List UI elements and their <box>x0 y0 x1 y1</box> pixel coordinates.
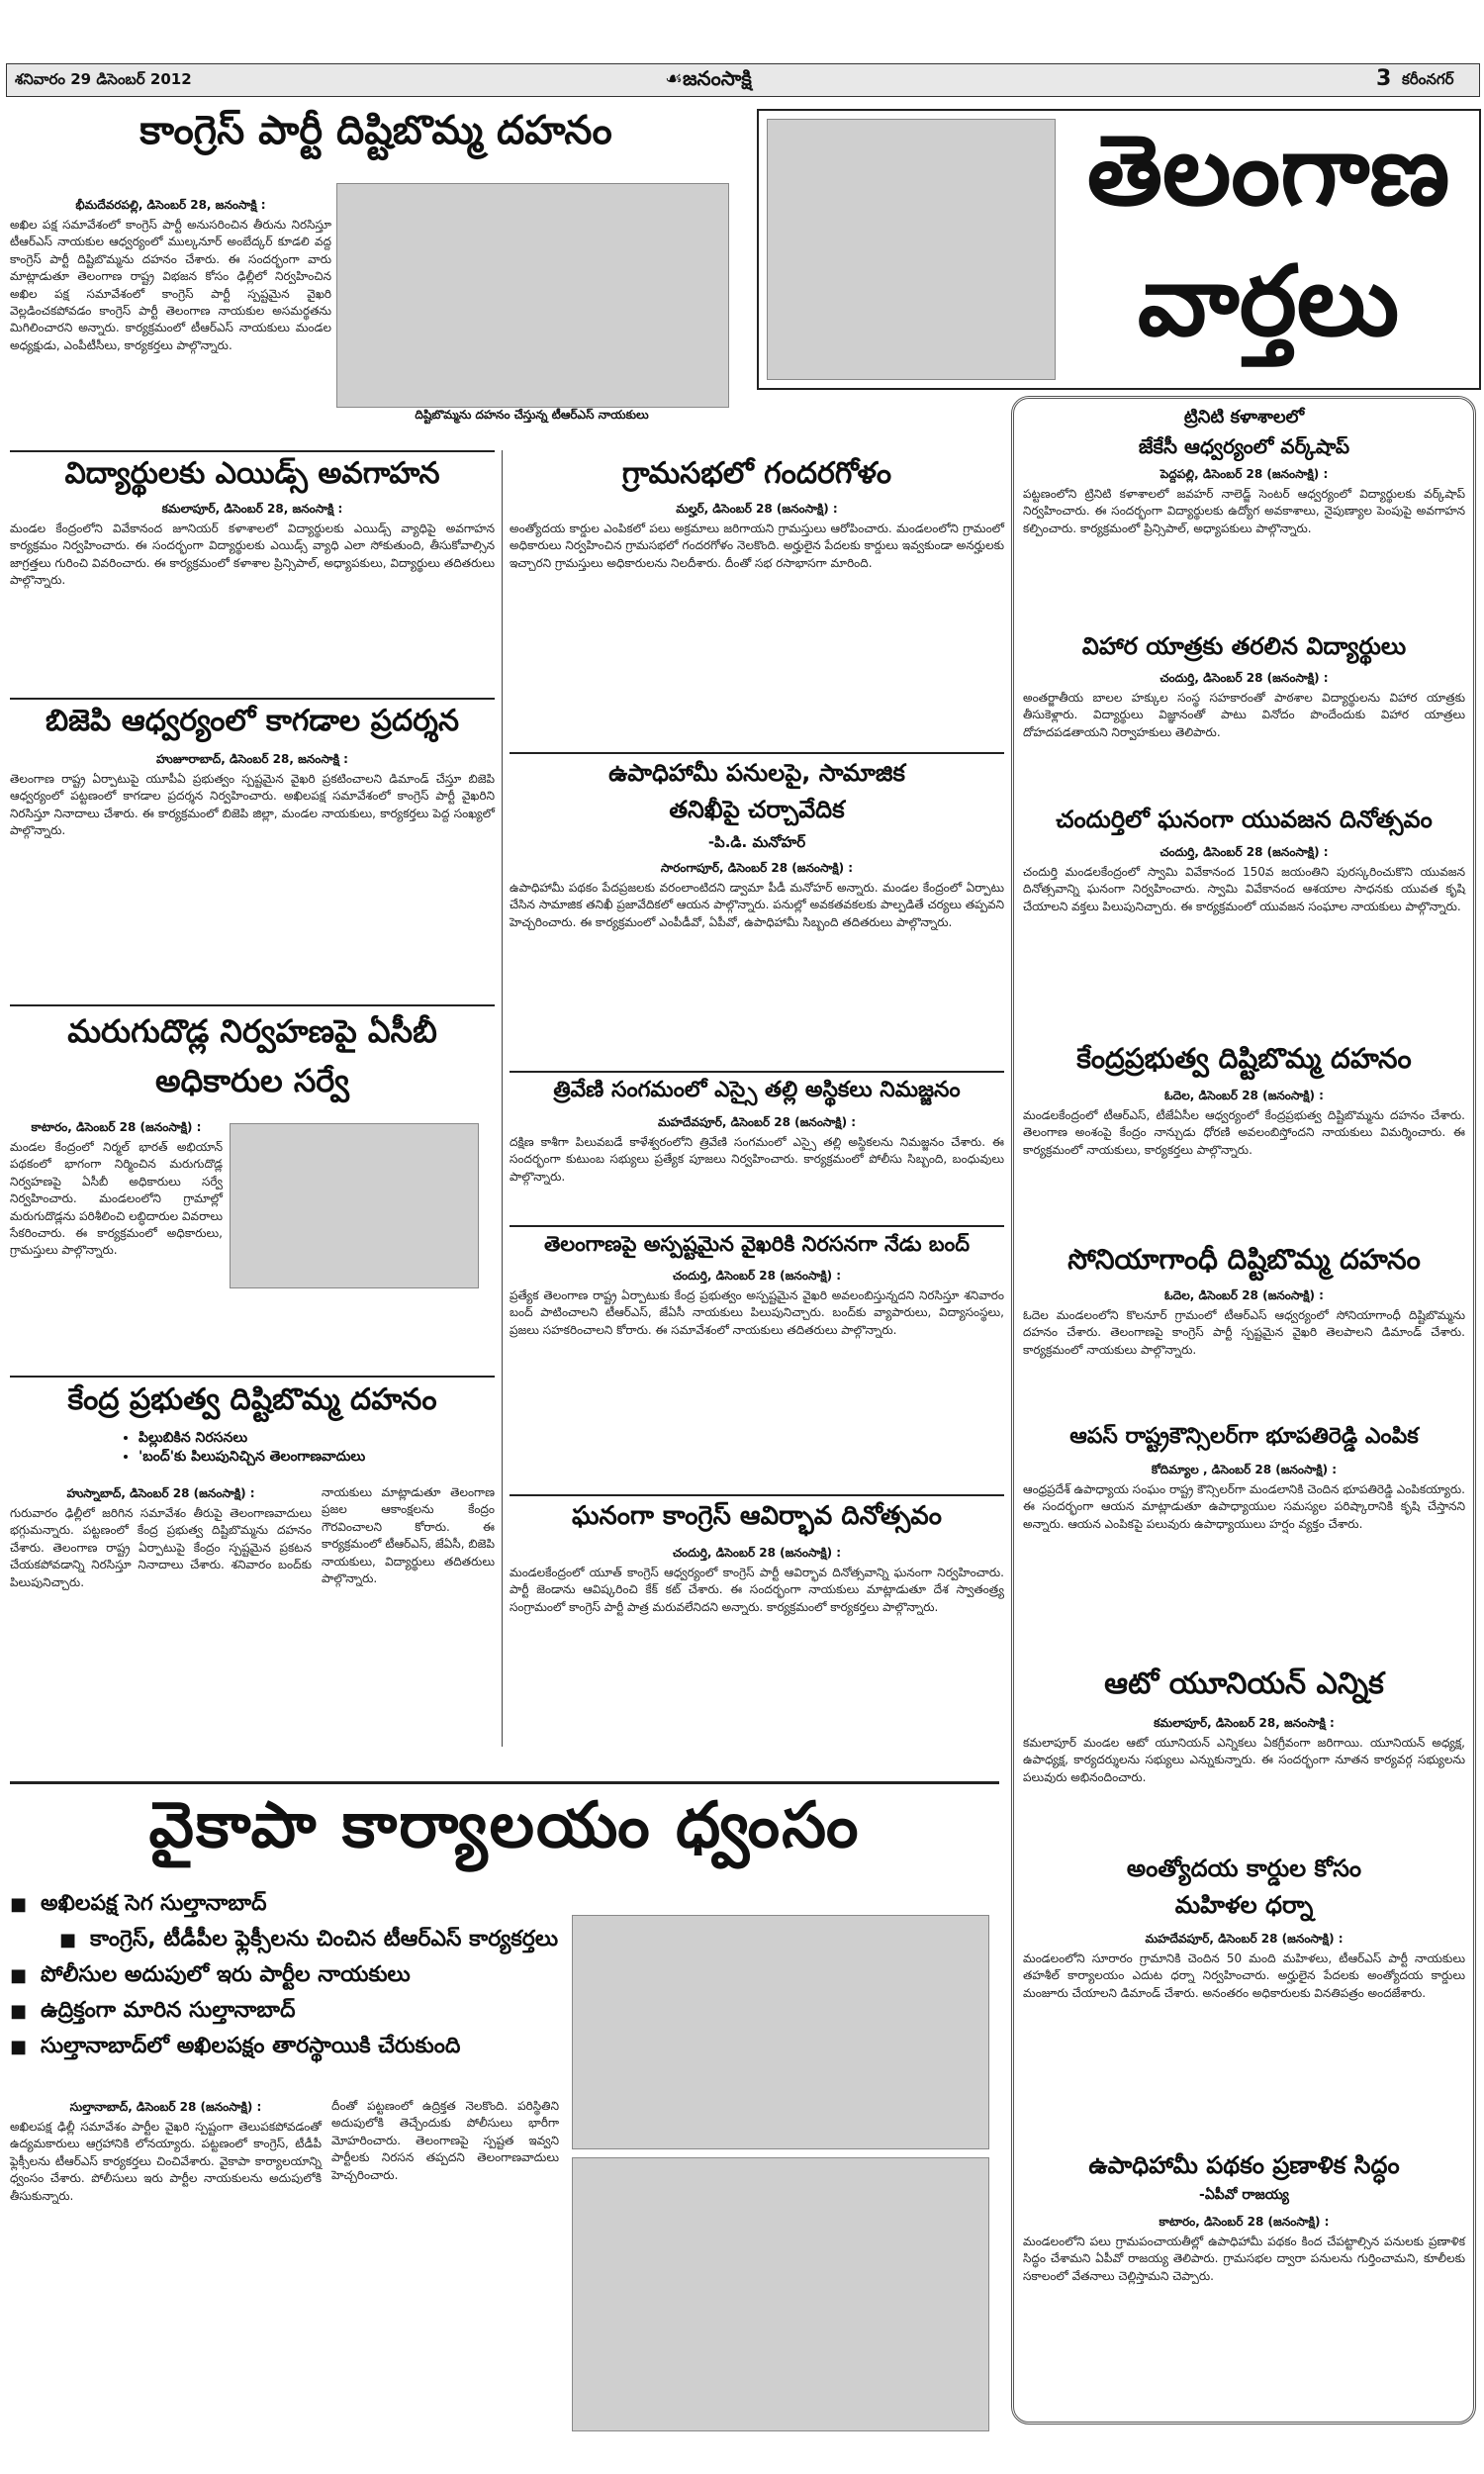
article-ysrcp-office <box>10 2098 322 2205</box>
headline-congress-effigy: కాంగ్రెస్ పార్టీ దిష్టిబొమ్మ దహనం <box>139 108 612 153</box>
banner-fort-photo <box>767 119 1056 380</box>
headline-gramasabha-chaos: గ్రామసభలో గందరగోళం <box>621 456 892 491</box>
subhead-list <box>139 1430 485 1468</box>
newspaper-logo <box>665 66 752 95</box>
article-body: పట్టణంలోని ట్రినిటి కళాశాలలో జవహర్ నాలెడ్జ్ సెంటర్ ఆధ్వర్యంలో విద్యార్థులకు వర్క్‌షాప్ నిర్వహించారు. ఈ సందర్భంగా విద్యార్థులకు ఉద్యోగ అవకాశాలు, నైపుణ్యాల పెంపుపై అవగాహన కల్పించారు. కార్యక్రమంలో ప్రిన్సిపాల్, అధ్యాపకులు పాల్గొన్నారు. <box>1023 487 1465 535</box>
edition-name: కరీంనగర్ <box>1402 70 1454 88</box>
divider <box>10 1781 999 1784</box>
dateline: చందుర్తి, డిసెంబర్ 28 (జనంసాక్షి) : <box>1159 671 1329 685</box>
headline-congress-foundation-day: ఘనంగా కాంగ్రెస్ ఆవిర్భావ దినోత్సవం <box>572 1501 942 1531</box>
article-body: ఓదెల మండలంలోని కొలనూర్ గ్రామంలో టీఆర్ఎస్ ఆధ్వర్యంలో సోనియాగాంధీ దిష్టిబొమ్మను దహనం చేశారు. తెలంగాణపై కాంగ్రెస్ పార్టీ స్పష్టమైన వైఖరి తెలపాలని డిమాండ్ చేశారు. కార్యక్రమంలో నాయకులు పాల్గొన్నారు. <box>1023 1308 1465 1357</box>
dateline: ఓదెల, డిసెంబర్ 28 (జనంసాక్షి) : <box>1164 1288 1324 1302</box>
article-body: ఉపాధిహామీ పథకం పేదప్రజలకు వరంలాంటిదని డ్వామా పీడీ మనోహర్ అన్నారు. మండల కేంద్రంలో ఏర్పాటు చేసిన సామాజిక తనిఖీ ప్రజావేదికలో ఆయన పాల్గొన్నారు. పనుల్లో అవకతవకలకు పాల్పడితే చర్యలు తప్పవని హెచ్చరించారు. ఈ కార్యక్రమంలో ఎంపీడీవో, ఏపీవో, ఉపాధిహామీ సిబ్బంది తదితరులు పాల్గొన్నారు. <box>510 881 1004 929</box>
article-body: మండలంలోని పలు గ్రామపంచాయతీల్లో ఉపాధిహామీ పథకం కింద చేపట్టాల్సిన పనులకు ప్రణాళిక సిద్ధం చేశామని ఏపీవో రాజయ్య తెలిపారు. గ్రామసభల ద్వారా పనులను గుర్తించామని, కూలీలకు సకాలంలో వేతనాలు చెల్లిస్తామని చెప్పారు. <box>1023 2235 1465 2283</box>
article-body: అఖిల పక్ష సమావేశంలో కాంగ్రెస్ పార్టీ అనుసరించిన తీరును నిరసిస్తూ టీఆర్ఎస్ నాయకుల ఆధ్వర్యంలో ముల్కనూర్ అంబేద్కర్ కూడలి వద్ద కాంగ్రెస్ పార్టీ దిష్టిబొమ్మను దహనం చేశారు. ఈ సందర్భంగా వారు మాట్లాడుతూ తెలంగాణ రాష్ట్ర విభజన కోసం ఢిల్లీలో నిర్వహించిన అఖిల పక్ష సమావేశంలో కాంగ్రెస్ పార్టీ స్పష్టమైన వైఖరి వెల్లడించకపోవడం కాంగ్రెస్ పార్టీ తెలంగాణ నాయకుల అసమర్థతను మిగిలించారని అన్నారు. కార్యక్రమంలో టీఆర్ఎస్ నాయకులు మండల అధ్యక్షుడు, ఎంపీటీసీలు, కార్యకర్తలు పాల్గొన్నారు. <box>10 218 331 352</box>
divider <box>10 1004 495 1006</box>
masthead <box>6 63 1480 97</box>
headline-auto-union: ఆటో యూనియన్ ఎన్నిక <box>1104 1666 1384 1701</box>
article-sonia-effigy <box>1023 1286 1465 1359</box>
article-body: అఖిలపక్ష ఢిల్లీ సమావేశం పార్టీల వైఖరి స్పష్టంగా తెలుపకపోవడంతో ఉద్యమకారులు ఆగ్రహానికి లోనయ్యారు. పట్టణంలో కాంగ్రెస్, టీడీపీ ఫ్లెక్సీలను టీఆర్ఎస్ కార్యకర్తలు చించివేశారు. వైకాపా కార్యాలయాన్ని ధ్వంసం చేశారు. పోలీసులు ఇరు పార్టీల నాయకులను అదుపులోకి తీసుకున్నారు. <box>10 2120 322 2203</box>
dateline: కమలాపూర్, డిసెంబర్ 28, జనంసాక్షి : <box>1154 1716 1335 1730</box>
photo-acb-officials <box>230 1123 479 1288</box>
photo-vandalised-office <box>572 2157 989 2431</box>
dateline: సుల్తానాబాద్, డిసెంబర్ 28 (జనంసాక్షి) : <box>69 2100 262 2114</box>
divider <box>510 1071 1004 1073</box>
article-bandh-call <box>510 1267 1004 1339</box>
headline-ysrcp-office-vandalised: వైకాపా కార్యాలయం ధ్వంసం <box>148 1789 861 1862</box>
article-antyodaya <box>1023 1930 1465 2002</box>
dateline: ఓదెల, డిసెంబర్ 28 (జనంసాక్షి) : <box>1164 1089 1324 1102</box>
dateline: కోదిమ్యాల , డిసెంబర్ 28 (జనంసాక్షి) : <box>1151 1463 1338 1476</box>
article-triveni-immersion <box>510 1113 1004 1186</box>
dateline: చందుర్తి, డిసెంబర్ 28 (జనంసాక్షి) : <box>672 1546 842 1560</box>
photo-police-jeep <box>572 1915 989 2149</box>
kicker: ట్రినిటి కళాశాలలో <box>1183 407 1305 428</box>
headline-sonia-effigy: సోనియాగాంధీ దిష్టిబొమ్మ దహనం <box>1067 1243 1421 1276</box>
column-divider <box>502 450 503 1747</box>
headline-nrega-debate-2: తనిఖీపై చర్చావేదిక <box>669 796 845 823</box>
headline-youth-day: చందుర్తిలో ఘనంగా యువజన దినోత్సవం <box>1056 806 1433 833</box>
article-auto-union <box>1023 1714 1465 1786</box>
article-apus-councillor <box>1023 1461 1465 1533</box>
headline-nrega-debate-1: ఉపాధిహామీ పనులపై, సామాజిక <box>608 759 905 787</box>
photo-caption: దిష్టిబొమ్మను దహనం చేస్తున్న టీఆర్ఎస్ నాయకులు <box>415 408 649 422</box>
article-central-govt-effigy <box>10 1484 312 1591</box>
dateline: హుస్నాబాద్, డిసెంబర్ 28 (జనంసాక్షి) : <box>66 1486 255 1500</box>
article-body: గురువారం ఢిల్లీలో జరిగిన సమావేశం తీరుపై తెలంగాణవాదులు భగ్గుమన్నారు. పట్టణంలో కేంద్ర ప్రభుత్వ దిష్టిబొమ్మను దహనం చేశారు. తెలంగాణ రాష్ట్ర ఏర్పాటుపై కేంద్రం స్పష్టమైన ప్రకటన చేయకపోవడాన్ని నిరసిస్తూ నినాదాలు చేశారు. శనివారం బంద్‌కు పిలుపునిచ్చారు. <box>10 1506 312 1589</box>
article-body: దక్షిణ కాశీగా పిలువబడే కాళేశ్వరంలోని త్రివేణి సంగమంలో ఎస్సై తల్లి అస్థికలను నిమజ్జనం చేశారు. ఈ సందర్భంగా కుటుంబ సభ్యులు ప్రత్యేక పూజలు నిర్వహించారు. కార్యక్రమంలో పోలీసు సిబ్బంది, బంధువులు పాల్గొన్నారు. <box>510 1135 1004 1184</box>
divider <box>510 1494 1004 1496</box>
headline-aids-awareness: విద్యార్థులకు ఎయిడ్స్ అవగాహన <box>64 456 440 491</box>
byline: -పి.డి. మనోహర్ <box>707 833 806 851</box>
newspaper-name: జనంసాక్షి <box>682 66 752 90</box>
subhead-item: • పిల్లుబికిన నిరసనలు <box>139 1430 485 1449</box>
headline-antyodaya-2: మహిళల ధర్నా <box>1174 1891 1314 1919</box>
article-congress-effigy <box>10 196 331 354</box>
article-workshop <box>1023 465 1465 537</box>
headline-acb-survey-1: మరుగుదొడ్ల నిర్వహణపై ఏసీబీ <box>67 1012 437 1050</box>
dateline: సారంగాపూర్, డిసెంబర్ 28 (జనంసాక్షి) : <box>660 861 854 875</box>
headline-antyodaya-1: అంత్యోదయ కార్డుల కోసం <box>1126 1855 1362 1882</box>
article-body: మండల కేంద్రంలోని వివేకానంద జూనియర్ కళాశాలలో విద్యార్థులకు ఎయిడ్స్ వ్యాధిపై అవగాహన కార్యక్రమం నిర్వహించారు. ఈ సందర్భంగా విద్యార్థులకు ఎయిడ్స్ వ్యాధి ఎలా సోకుతుంది, తీసుకోవాల్సిన జాగ్రత్తలు గురించి వివరించారు. ఈ కార్యక్రమంలో కళాశాల ప్రిన్సిపాల్, అధ్యాపకులు, విద్యార్థులు తదితరులు పాల్గొన్నారు. <box>10 522 495 588</box>
article-gramasabha-chaos <box>510 500 1004 572</box>
article-body: మండలకేంద్రంలో టీఆర్ఎస్, టీజేఏసీల ఆధ్వర్యంలో కేంద్రప్రభుత్వ దిష్టిబొమ్మను దహనం చేశారు. తెలంగాణ అంశంపై కేంద్రం నాన్చుడు ధోరణి అవలంబిస్తోందని నాయకులు విమర్శించారు. ఈ కార్యక్రమంలో నాయకులు, కార్యకర్తలు పాల్గొన్నారు. <box>1023 1108 1465 1157</box>
lead-subheads <box>10 1885 564 2069</box>
article-congress-foundation-day <box>510 1544 1004 1616</box>
dateline: కాటారం, డిసెంబర్ 28 (జనంసాక్షి) : <box>1159 2215 1330 2229</box>
banner-title-line2: వార్తలు <box>1137 245 1400 358</box>
byline: -ఏపీవో రాజయ్య <box>1199 2187 1289 2203</box>
dateline: చందుర్తి, డిసెంబర్ 28 (జనంసాక్షి) : <box>1159 845 1329 859</box>
headline-workshop: జేకేసీ ఆధ్వర్యంలో వర్క్‌షాప్ <box>1138 434 1350 458</box>
dateline: మల్హర్, డిసెంబర్ 28 (జనంసాక్షి) : <box>676 502 838 516</box>
divider <box>510 1225 1004 1227</box>
article-body: ప్రత్యేక తెలంగాణ రాష్ట్ర ఏర్పాటుకు కేంద్ర ప్రభుత్వం అస్పష్టమైన వైఖరి అవలంబిస్తున్నదని నిరసిస్తూ శనివారం బంద్ పాటించాలని టీఆర్ఎస్, జేఏసీ నాయకులు పిలుపునిచ్చారు. బంద్‌కు వ్యాపారులు, విద్యాసంస్థలు, ప్రజలు సహకరించాలని కోరారు. ఈ సమావేశంలో నాయకులు తదితరులు పాల్గొన్నారు. <box>510 1288 1004 1337</box>
headline-central-effigy-odela: కేంద్రప్రభుత్వ దిష్టిబొమ్మ దహనం <box>1076 1042 1412 1075</box>
dateline: చందుర్తి, డిసెంబర్ 28 (జనంసాక్షి) : <box>672 1269 842 1283</box>
article-nrega-debate <box>510 859 1004 931</box>
lead-subhead: ■ పోలీసుల అదుపులో ఇరు పార్టీల నాయకులు <box>10 1962 564 1992</box>
dateline: కాటారం, డిసెంబర్ 28 (జనంసాక్షి) : <box>31 1120 202 1134</box>
article-body-continued: దీంతో పట్టణంలో ఉద్రిక్తత నెలకొంది. పరిస్థితిని అదుపులోకి తెచ్చేందుకు పోలీసులు భారీగా మోహరించారు. తెలంగాణపై స్పష్టత ఇవ్వని పార్టీలకు నిరసన తప్పదని తెలంగాణవాదులు హెచ్చరించారు. <box>331 2099 559 2182</box>
article-body: తెలంగాణ రాష్ట్ర ఏర్పాటుపై యూపీఏ ప్రభుత్వం స్పష్టమైన వైఖరి ప్రకటించాలని డిమాండ్ చేస్తూ బిజెపి ఆధ్వర్యంలో పట్టణంలో కాగడాల ప్రదర్శన నిర్వహించారు. అఖిలపక్ష సమావేశంలో కాంగ్రెస్ పార్టీ వైఖరిని నిరసిస్తూ నినాదాలు చేశారు. ఈ కార్యక్రమంలో బిజెపి జిల్లా, మండల నాయకులు, కార్యకర్తలు పెద్ద సంఖ్యలో పాల్గొన్నారు. <box>10 772 495 838</box>
photo-effigy-burning <box>336 183 729 408</box>
divider <box>10 450 495 452</box>
logo-icon: ☙ <box>665 66 683 90</box>
article-body: కమలాపూర్ మండల ఆటో యూనియన్ ఎన్నికలు ఏకగ్రీవంగా జరిగాయి. యూనియన్ అధ్యక్ష, ఉపాధ్యక్ష, కార్యదర్శులను సభ్యులు ఎన్నుకున్నారు. ఈ సందర్భంగా నూతన కార్యవర్గ సభ్యులను పలువురు అభినందించారు. <box>1023 1736 1465 1784</box>
article-nrega-plan <box>1023 2213 1465 2285</box>
article-body: చందుర్తి మండలకేంద్రంలో స్వామి వివేకానంద 150వ జయంతిని పురస్కరించుకొని యువజన దినోత్సవాన్ని ఘనంగా నిర్వహించారు. స్వామి వివేకానంద ఆశయాల సాధనకు యువత కృషి చేయాలని వక్తలు పిలుపునిచ్చారు. ఈ కార్యక్రమంలో యువజన సంఘాల నాయకులు పాల్గొన్నారు. <box>1023 865 1465 913</box>
article-bjp-torch-rally <box>10 750 495 840</box>
dateline: మహదేవపూర్, డిసెంబర్ 28 (జనంసాక్షి) : <box>657 1115 857 1129</box>
dateline: మహదేవపూర్, డిసెంబర్ 28 (జనంసాక్షి) : <box>1145 1932 1344 1946</box>
headline-excursion: విహార యాత్రకు తరలిన విద్యార్థులు <box>1081 632 1407 660</box>
article-excursion <box>1023 669 1465 741</box>
divider <box>10 698 495 700</box>
headline-bjp-torch-rally: బిజెపి ఆధ్వర్యంలో కాగడాల ప్రదర్శన <box>45 704 460 738</box>
headline-triveni-immersion: త్రివేణి సంగమంలో ఎస్సై తల్లి అస్థికలు నిమజ్జనం <box>553 1078 961 1102</box>
headline-nrega-plan: ఉపాధిహామీ పథకం ప్రణాళిక సిద్ధం <box>1088 2151 1400 2179</box>
lead-subhead: ■ అఖిలపక్ష సెగ సుల్తానాబాద్ <box>10 1891 564 1921</box>
dateline: పెద్దపల్లి, డిసెంబర్ 28 (జనంసాక్షి) : <box>1159 467 1329 481</box>
banner-title-line1: తెలంగాణ <box>1086 115 1450 228</box>
page-number: 3 <box>1376 66 1392 91</box>
dateline: భీమదేవరపల్లి, డిసెంబర్ 28, జనంసాక్షి : <box>75 198 266 212</box>
headline-apus-councillor: ఆపస్ రాష్ట్రకౌన్సిలర్‌గా భూపతిరెడ్డి ఎంపిక <box>1069 1424 1419 1449</box>
article-body: ఆంధ్రప్రదేశ్ ఉపాధ్యాయ సంఘం రాష్ట్ర కౌన్సిలర్‌గా మండలానికి చెందిన భూపతిరెడ్డి ఎంపికయ్యారు. ఈ సందర్భంగా ఆయన మాట్లాడుతూ ఉపాధ్యాయుల సమస్యల పరిష్కారానికి కృషి చేస్తానని అన్నారు. ఆయన ఎంపికపై పలువురు ఉపాధ్యాయులు హర్షం వ్యక్తం చేశారు. <box>1023 1482 1465 1531</box>
article-body: మండల కేంద్రంలో నిర్మల్ భారత్ అభియాన్ పథకంలో భాగంగా నిర్మించిన మరుగుదొడ్ల నిర్వహణపై ఏసీబీ అధికారులు సర్వే నిర్వహించారు. మండలంలోని గ్రామాల్లో మరుగుదొడ్లను పరిశీలించి లబ్ధిదారుల వివరాలు సేకరించారు. ఈ కార్యక్రమంలో అధికారులు, గ్రామస్తులు పాల్గొన్నారు. <box>10 1140 223 1258</box>
article-acb-survey <box>10 1118 223 1260</box>
article-body-continued: నాయకులు మాట్లాడుతూ తెలంగాణ ప్రజల ఆకాంక్షలను కేంద్రం గౌరవించాలని కోరారు. ఈ కార్యక్రమంలో టీఆర్ఎస్, జేఏసీ, బిజెపి నాయకులు, విద్యార్థులు తదితరులు పాల్గొన్నారు. <box>322 1485 495 1585</box>
headline-bandh-call: తెలంగాణపై అస్పష్టమైన వైఖరికి నిరసనగా నేడు బంద్ <box>543 1232 971 1256</box>
divider <box>10 1376 495 1378</box>
article-central-effigy-odela <box>1023 1087 1465 1159</box>
article-body: మండలకేంద్రంలో యూత్ కాంగ్రెస్ ఆధ్వర్యంలో కాంగ్రెస్ పార్టీ ఆవిర్భావ దినోత్సవాన్ని ఘనంగా నిర్వహించారు. పార్టీ జెండాను ఆవిష్కరించి కేక్ కట్ చేశారు. ఈ సందర్భంగా నాయకులు మాట్లాడుతూ దేశ స్వాతంత్ర్య సంగ్రామంలో కాంగ్రెస్ పార్టీ పాత్ర మరువలేనిదని అన్నారు. కార్యక్రమంలో కార్యకర్తలు పాల్గొన్నారు. <box>510 1566 1004 1614</box>
article-aids-awareness <box>10 500 495 590</box>
headline-central-govt-effigy: కేంద్ర ప్రభుత్వ దిష్టిబొమ్మ దహనం <box>67 1382 437 1417</box>
divider <box>510 752 1004 754</box>
article-youth-day <box>1023 843 1465 915</box>
headline-acb-survey-2: అధికారుల సర్వే <box>155 1062 349 1099</box>
article-body: మండలంలోని సూరారం గ్రామానికి చెందిన 50 మంది మహిళలు, టీఆర్ఎస్ పార్టీ నాయకులు తహశీల్ కార్యాలయం ఎదుట ధర్నా నిర్వహించారు. అర్హులైన పేదలకు అంత్యోదయ కార్డులు మంజూరు చేయాలని డిమాండ్ చేశారు. అనంతరం అధికారులకు వినతిపత్రం అందజేశారు. <box>1023 1951 1465 2000</box>
subhead-item: • 'బంద్'కు పిలుపునిచ్చిన తెలంగాణవాదులు <box>139 1449 485 1468</box>
article-body: అంత్యోదయ కార్డుల ఎంపికలో పలు అక్రమాలు జరిగాయని గ్రామస్తులు ఆరోపించారు. మండలంలోని గ్రామంలో అధికారులు నిర్వహించిన గ్రామసభలో గందరగోళం నెలకొంది. అర్హులైన పేదలకు కార్డులు ఇవ్వకుండా అనర్హులకు ఇచ్చారని గ్రామస్తులు అధికారులను నిలదీశారు. దీంతో సభ రసాభాసగా మారింది. <box>510 522 1004 570</box>
lead-subhead: ■ సుల్తానాబాద్‌లో అఖిలపక్షం తారస్థాయికి చేరుకుంది <box>10 2034 564 2063</box>
telangana-news-banner <box>757 109 1481 390</box>
lead-subhead: ■ కాంగ్రెస్, టీడీపీల ఫ్లెక్సీలను చించిన టీఆర్ఎస్ కార్యకర్తలు <box>59 1927 564 1956</box>
lead-subhead: ■ ఉద్రిక్తంగా మారిన సుల్తానాబాద్ <box>10 1998 564 2028</box>
issue-date: శనివారం 29 డిసెంబర్ 2012 <box>15 70 192 88</box>
dateline: కమలాపూర్, డిసెంబర్ 28, జనంసాక్షి : <box>161 502 343 516</box>
dateline: హుజూరాబాద్, డిసెంబర్ 28, జనంసాక్షి : <box>156 752 348 766</box>
article-body: అంతర్జాతీయ బాలల హక్కుల సంస్థ సహకారంతో పాఠశాల విద్యార్థులను విహార యాత్రకు తీసుకెళ్లారు. విద్యార్థులు విజ్ఞానంతో పాటు వినోదం పొందేందుకు విహార యాత్రలు దోహదపడతాయని నిర్వాహకులు తెలిపారు. <box>1023 691 1465 739</box>
